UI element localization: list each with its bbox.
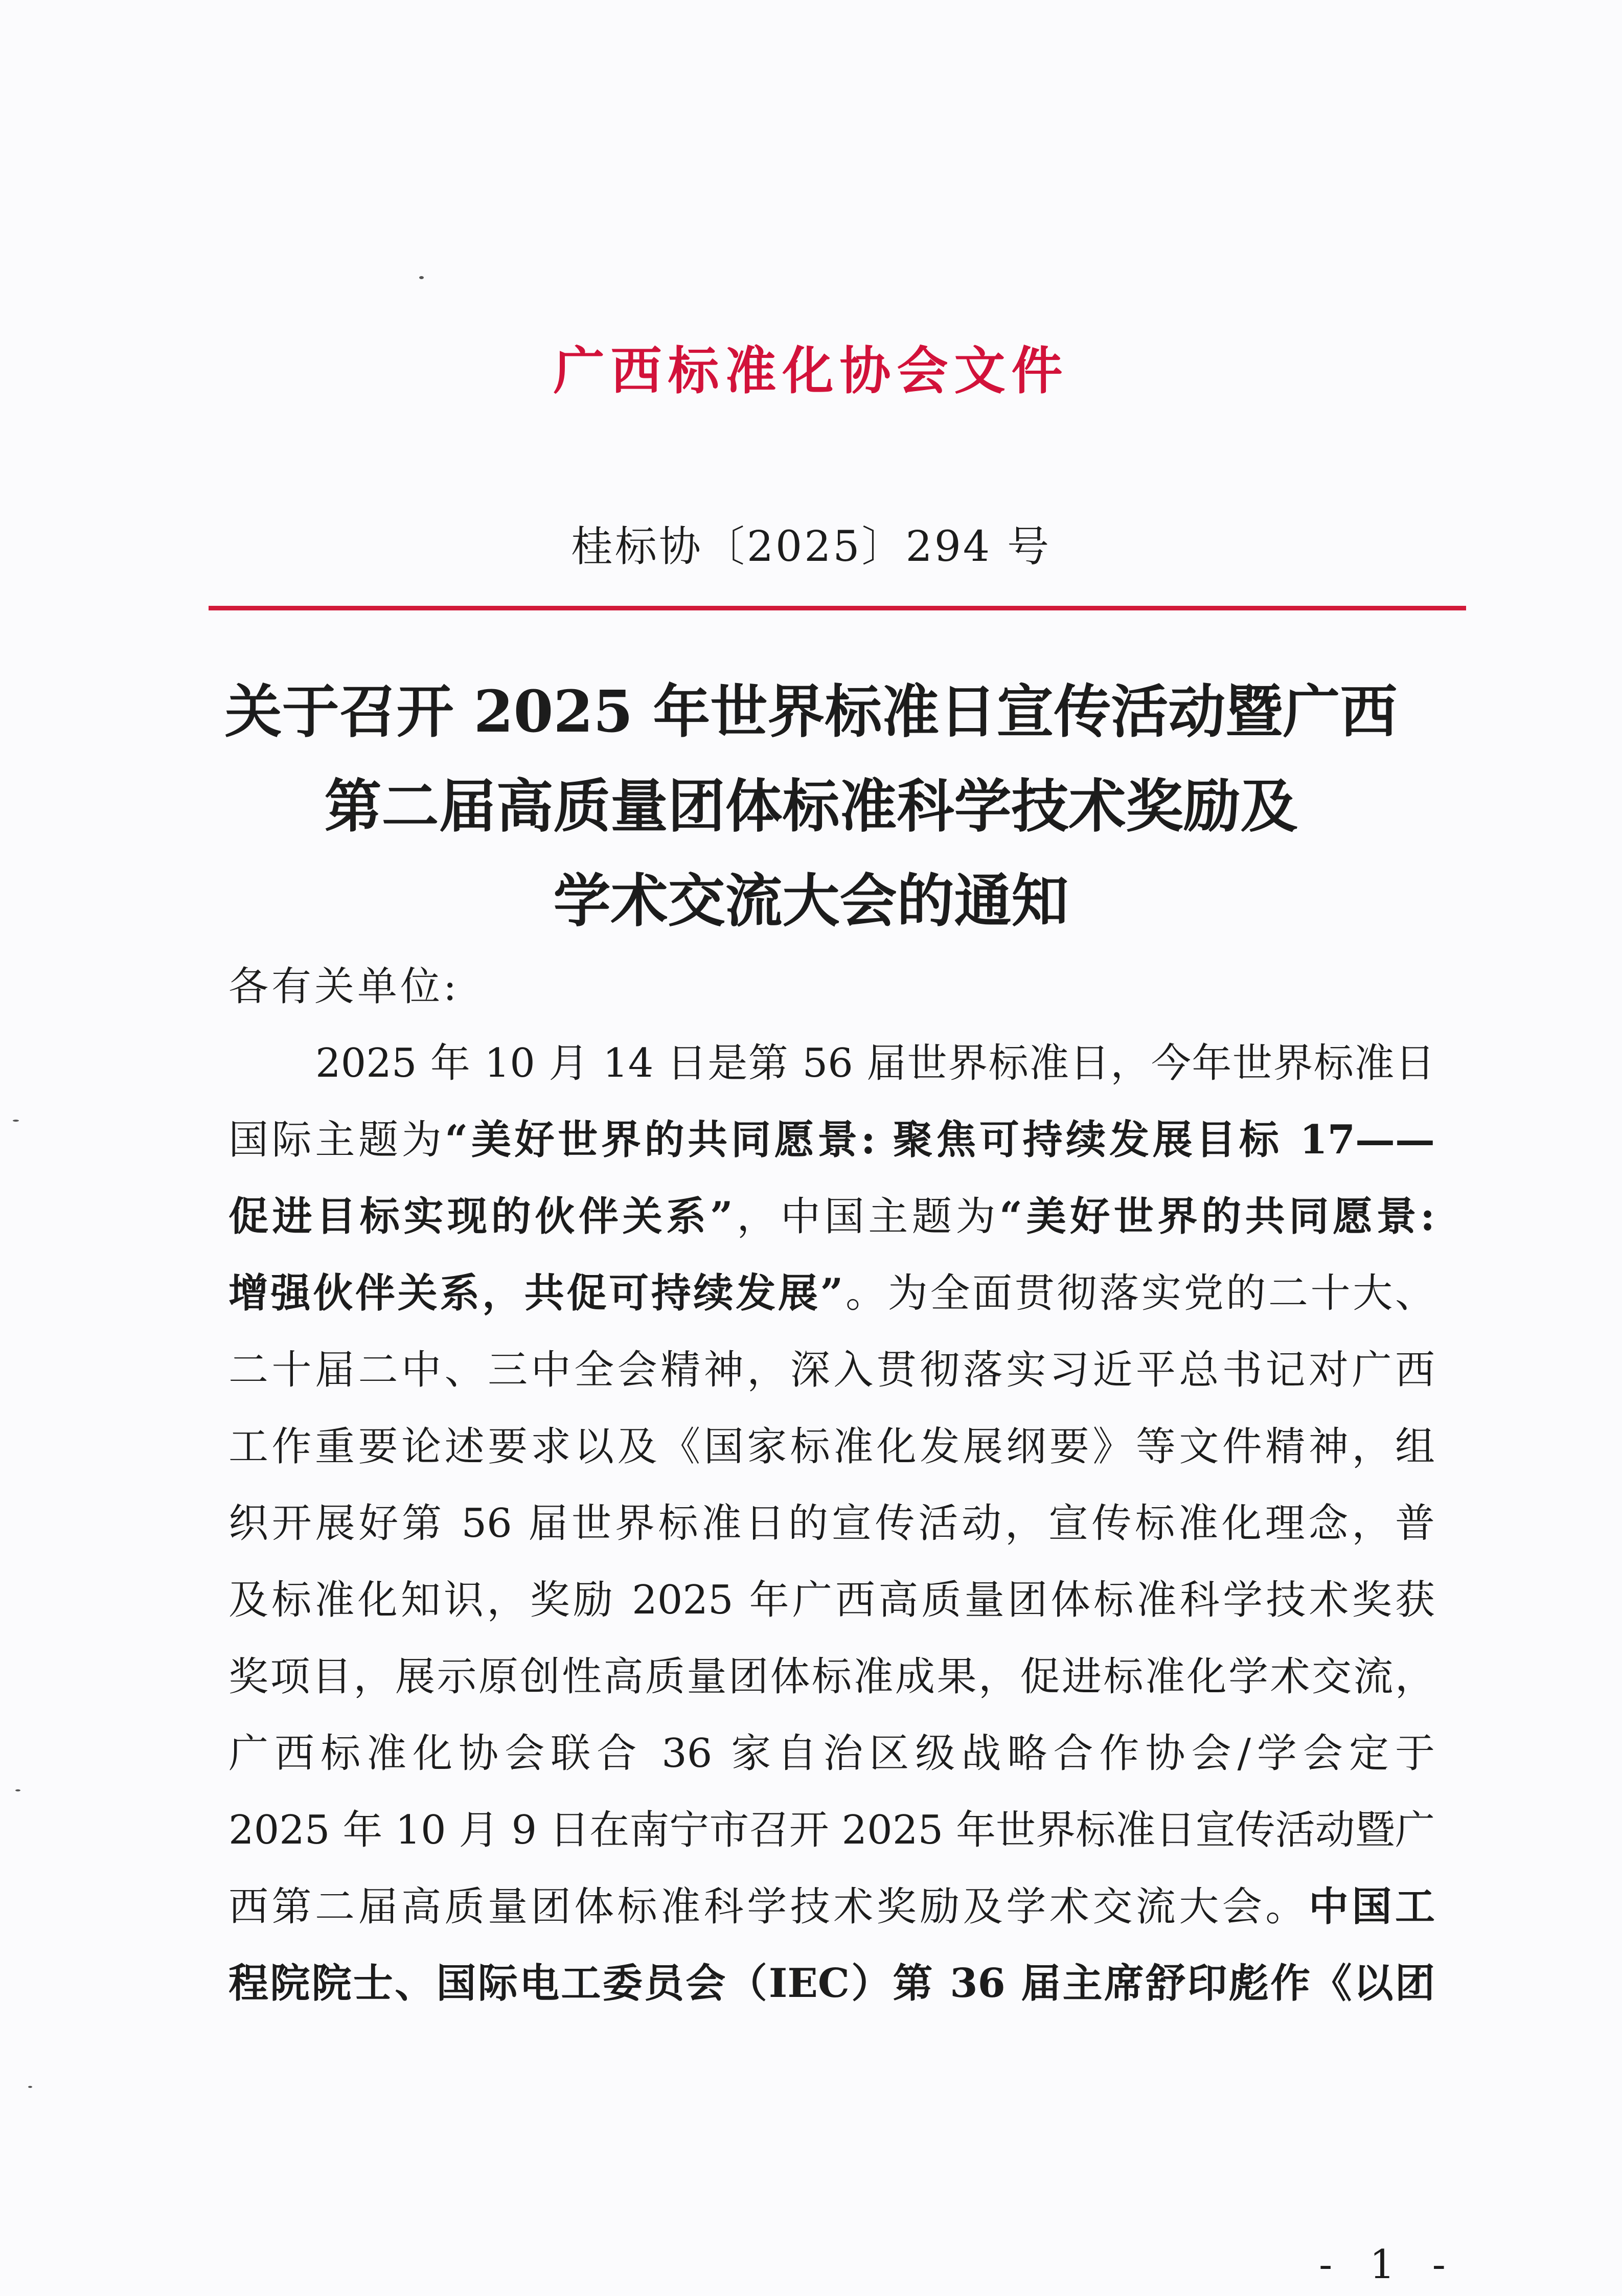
body-text-segment: 。为全面贯彻落实党的二十大、 — [843, 1270, 1435, 1316]
body-line: 二十届二中、三中全会精神，深入贯彻落实习近平总书记对广西 — [229, 1347, 1435, 1393]
body-line — [229, 1178, 1435, 1255]
body-line — [229, 1102, 1435, 1178]
masthead-title: 广西标准化协会文件 — [553, 340, 1069, 401]
scan-speck — [419, 276, 424, 279]
body-line: 广西标准化协会联合 36 家自治区级战略合作协会/学会定于 — [229, 1731, 1435, 1777]
document-number: 桂标协〔2025〕294 号 — [570, 522, 1052, 571]
notice-title-line: 关于召开 2025 年世界标准日宣传活动暨广西 — [224, 678, 1398, 745]
body-line: 工作重要论述要求以及《国家标准化发展纲要》等文件精神，组 — [229, 1424, 1435, 1470]
body-text-segment: 增强伙伴关系，共促可持续发展” — [229, 1270, 843, 1316]
salutation: 各有关单位: — [229, 964, 460, 1010]
body-line — [229, 1255, 1435, 1332]
scan-speck — [28, 2086, 32, 2088]
body-line — [229, 1869, 1435, 1945]
scan-speck — [15, 1789, 20, 1791]
notice-title-line: 第二届高质量团体标准科学技术奖励及 — [324, 773, 1298, 840]
body-text-segment: 国际主题为 — [229, 1117, 445, 1163]
body-line: 2025 年 10 月 9 日在南宁市召开 2025 年世界标准日宣传活动暨广 — [229, 1807, 1435, 1853]
notice-title-line: 学术交流大会的通知 — [553, 868, 1069, 935]
body-text-segment: “美好世界的共同愿景: — [999, 1193, 1435, 1240]
body-line: 织开展好第 56 届世界标准日的宣传活动，宣传标准化理念，普 — [229, 1501, 1435, 1547]
body-text-segment: 促进目标实现的伙伴关系” — [229, 1193, 733, 1240]
body-text-segment: 中国工 — [1308, 1883, 1435, 1930]
red-divider-rule — [209, 606, 1466, 610]
page-number: - 1 - — [1319, 2242, 1458, 2288]
body-paragraph — [229, 1025, 1435, 2022]
body-text-segment: “美好世界的共同愿景: 聚焦可持续发展目标 17—— — [445, 1117, 1435, 1163]
body-text-segment: 西第二届高质量团体标准科学技术奖励及学术交流大会。 — [229, 1884, 1309, 1930]
body-line: 2025 年 10 月 14 日是第 56 届世界标准日，今年世界标准日 — [315, 1040, 1435, 1086]
scan-speck — [13, 1120, 19, 1122]
body-line: 及标准化知识，奖励 2025 年广西高质量团体标准科学技术奖获 — [229, 1577, 1435, 1623]
body-line: 程院院士、国际电工委员会（IEC）第 36 届主席舒印彪作《以团 — [229, 1960, 1435, 2007]
notice-title — [0, 665, 1622, 948]
body-text-segment: ，中国主题为 — [733, 1194, 1000, 1240]
body-line: 奖项目，展示原创性高质量团体标准成果，促进标准化学术交流， — [229, 1654, 1435, 1700]
